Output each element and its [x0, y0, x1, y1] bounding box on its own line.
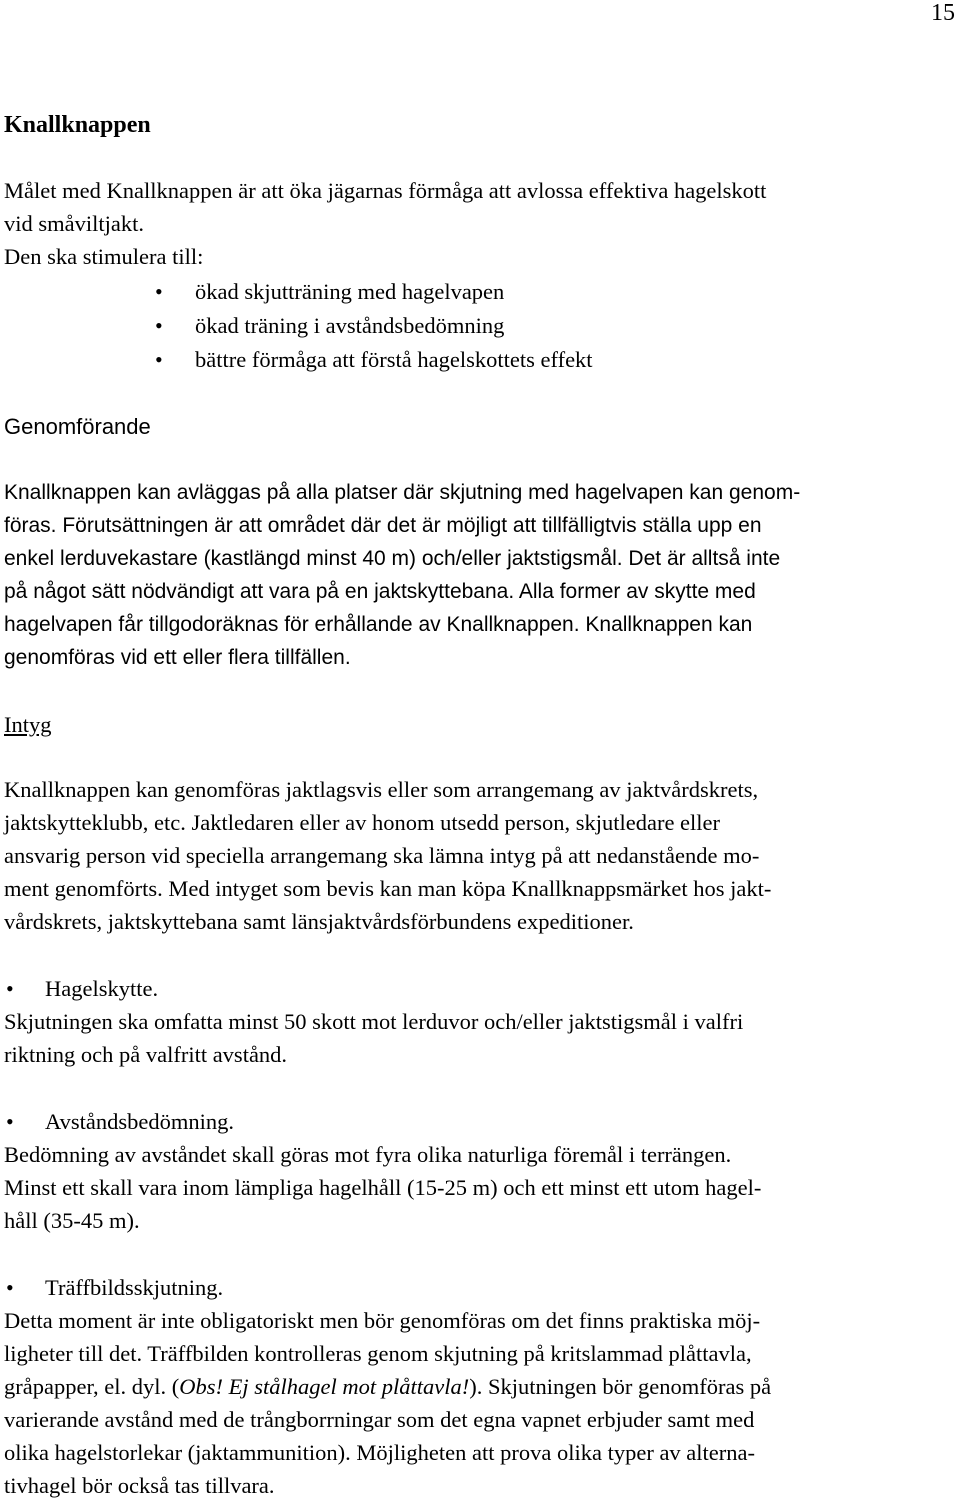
bullet-icon — [6, 1275, 14, 1301]
list-item: bättre förmåga att förstå hagelskottets effekt — [195, 347, 593, 372]
bullet-icon — [155, 313, 163, 339]
bullet-icon — [6, 1109, 14, 1135]
paragraph-line: Detta moment är inte obligatoriskt men bör genomföras om det finns praktiska möj- — [4, 1308, 761, 1333]
moment-title-traffbildsskjutning: Träffbildsskjutning. — [45, 1275, 224, 1300]
text-run: gråpapper, el. dyl. ( — [4, 1374, 180, 1399]
paragraph-line: föras. Förutsättningen är att området där det är möjligt att tillfälligtvis ställa upp en — [4, 514, 762, 537]
paragraph-line: enkel lerduvekastare (kastlängd minst 40 m) och/eller jaktstigsmål. Det är alltså inte — [4, 547, 781, 570]
text-run: ). Skjutningen bör genomföras på — [469, 1374, 772, 1399]
intro-line: Den ska stimulera till: — [4, 244, 204, 269]
section-heading-intyg: Intyg — [4, 712, 52, 737]
paragraph-line: Skjutningen ska omfatta minst 50 skott mot lerduvor och/eller jaktstigsmål i valfri — [4, 1009, 744, 1034]
paragraph-line: ment genomförts. Med intyget som bevis kan man köpa Knallknappsmärket hos jakt- — [4, 876, 772, 901]
list-item: ökad träning i avståndsbedömning — [195, 313, 505, 338]
bullet-icon — [155, 347, 163, 373]
list-item: ökad skjutträning med hagelvapen — [195, 279, 505, 304]
moment-title-hagelskytte: Hagelskytte. — [45, 976, 159, 1001]
bullet-icon — [155, 279, 163, 305]
moment-title-avstandsbedomning: Avståndsbedömning. — [45, 1109, 234, 1134]
paragraph-line: Minst ett skall vara inom lämpliga hagelhåll (15-25 m) och ett minst ett utom hagel- — [4, 1175, 762, 1200]
paragraph-line: olika hagelstorlekar (jaktammunition). Möjligheten att prova olika typer av alterna- — [4, 1440, 756, 1465]
italic-warning: Obs! Ej stålhagel mot plåttavla! — [179, 1374, 470, 1399]
page-number: 15 — [931, 0, 955, 26]
paragraph-line: ansvarig person vid speciella arrangemang ska lämna intyg på att nedanstående mo- — [4, 843, 760, 868]
intro-line: Målet med Knallknappen är att öka jägarnas förmåga att avlossa effektiva hagelskott — [4, 178, 767, 203]
paragraph-line: Knallknappen kan avläggas på alla platser där skjutning med hagelvapen kan genom- — [4, 481, 801, 504]
paragraph-line — [4, 1374, 771, 1400]
paragraph-line: håll (35-45 m). — [4, 1208, 140, 1233]
page-title: Knallknappen — [4, 112, 151, 138]
paragraph-line: på något sätt nödvändigt att vara på en jaktskyttebana. Alla former av skytte med — [4, 580, 756, 603]
section-heading-genomforande: Genomförande — [4, 414, 151, 439]
paragraph-line: tivhagel bör också tas tillvara. — [4, 1473, 275, 1498]
paragraph-line: riktning och på valfritt avstånd. — [4, 1042, 288, 1067]
bullet-icon — [6, 976, 14, 1002]
paragraph-line: varierande avstånd med de trångborrningar som det egna vapnet erbjuder samt med — [4, 1407, 755, 1432]
paragraph-line: jaktskytteklubb, etc. Jaktledaren eller av honom utsedd person, skjutledare eller — [4, 810, 721, 835]
intro-line: vid småviltjakt. — [4, 211, 144, 236]
paragraph-line: genomföras vid ett eller flera tillfällen. — [4, 646, 351, 669]
paragraph-line: vårdskrets, jaktskyttebana samt länsjaktvårdsförbundens expeditioner. — [4, 909, 634, 934]
paragraph-line: Bedömning av avståndet skall göras mot fyra olika naturliga föremål i terrängen. — [4, 1142, 732, 1167]
paragraph-line: ligheter till det. Träffbilden kontrolleras genom skjutning på kritslammad plåttavla, — [4, 1341, 752, 1366]
paragraph-line: Knallknappen kan genomföras jaktlagsvis eller som arrangemang av jaktvårdskrets, — [4, 777, 759, 802]
paragraph-line: hagelvapen får tillgodoräknas för erhållande av Knallknappen. Knallknappen kan — [4, 613, 753, 636]
